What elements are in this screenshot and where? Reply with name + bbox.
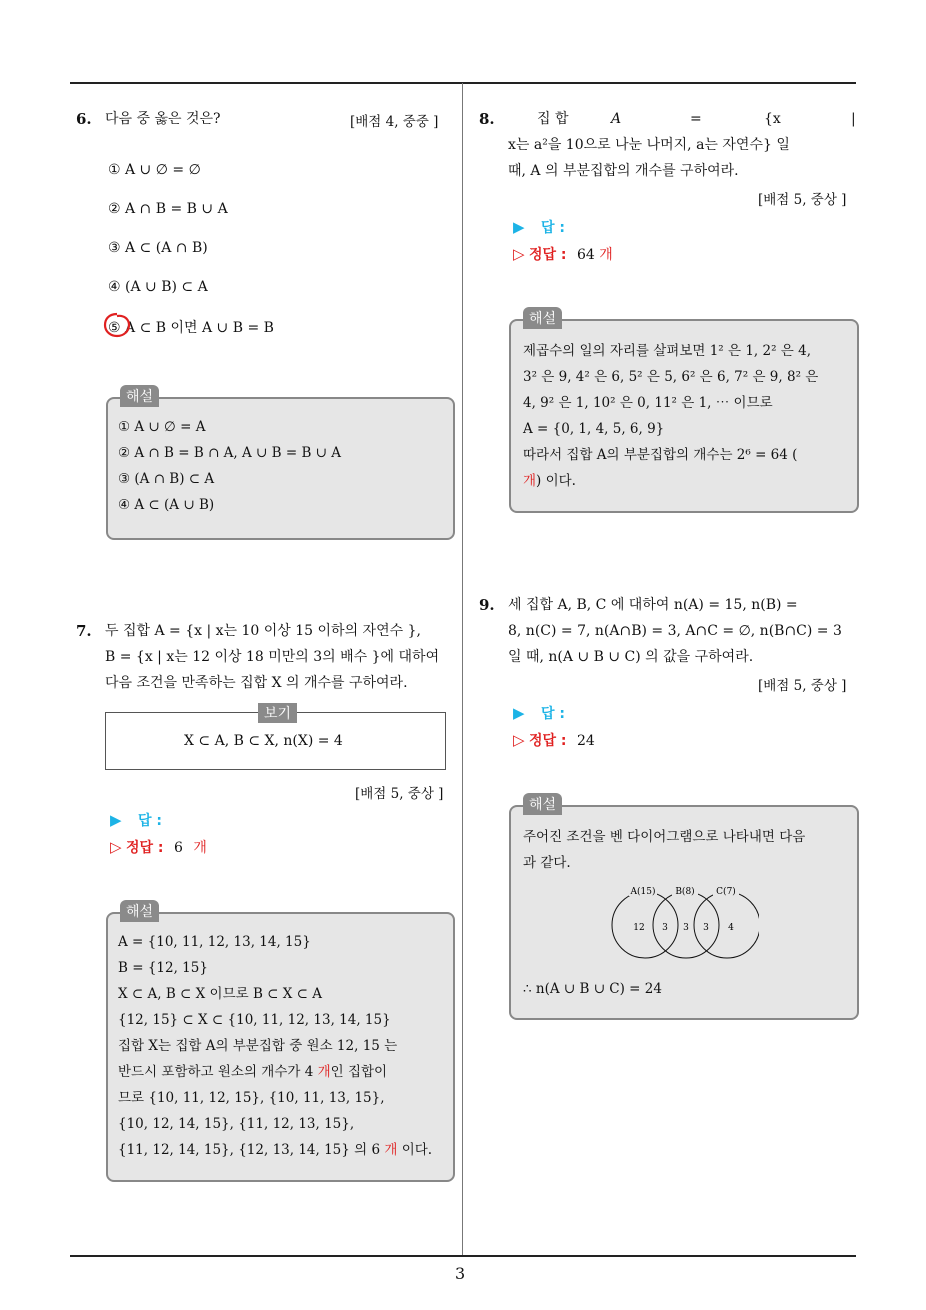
q8-solution-line: 따라서 집합 A의 부분집합의 개수는 2⁶ = 64 (	[523, 447, 798, 463]
q7-correct-label: 정답 :	[126, 840, 164, 856]
bottom-rule	[70, 1255, 856, 1257]
q7-solution-box	[106, 904, 455, 1182]
q7-solution-line: 집합 X는 집합 A의 부분집합 중 원소 12, 15 는	[118, 1038, 398, 1054]
venn-label-b: B(8)	[675, 887, 695, 897]
q7-correct-unit: 개	[193, 840, 207, 856]
q6-solution-line: ③ (A ∩ B) ⊂ A	[118, 471, 215, 487]
q6-number: 6.	[76, 110, 92, 128]
q8-answer-row	[513, 217, 565, 237]
q9-solution-line: 주어진 조건을 벤 다이어그램으로 나타내면 다음	[523, 829, 806, 845]
q6-choice-2[interactable]: ② A ∩ B = B ∪ A	[108, 201, 228, 217]
q8-line-3: 때, A 의 부분집합의 개수를 구하여라.	[508, 163, 739, 179]
q7-answer-label: 답 :	[138, 813, 162, 829]
venn-label-a: A(15)	[630, 887, 656, 897]
q7-number: 7.	[76, 622, 92, 640]
q7-line-1: 두 집합 A = {x | x는 10 이상 15 이하의 자연수 },	[105, 623, 421, 639]
q9-solution-tag: 해설	[523, 793, 562, 815]
q8-line1-word: A	[611, 111, 622, 127]
q9-line-3: 일 때, n(A ∪ B ∪ C) 의 값을 구하여라.	[508, 649, 754, 665]
q7-solution-line: A = {10, 11, 12, 13, 14, 15}	[118, 934, 311, 950]
q9-score: [배점 5, 중상 ]	[758, 678, 847, 694]
q8-solution-unit: 개	[523, 473, 537, 489]
q8-correct-value: 64	[576, 247, 595, 263]
q8-correct-unit: 개	[599, 247, 613, 263]
q7-solution-text: 이다.	[397, 1142, 433, 1158]
q8-correct-label: 정답 :	[529, 247, 567, 263]
q8-solution-line: A = {0, 1, 4, 5, 6, 9}	[523, 421, 665, 437]
q7-solution-unit: 개	[384, 1142, 398, 1158]
venn-region: 12	[633, 923, 645, 933]
q9-correct-label: 정답 :	[529, 733, 567, 749]
q6-text: 다음 중 옳은 것은?	[105, 111, 221, 127]
q6-solution-line: ② A ∩ B = B ∩ A, A ∪ B = B ∪ A	[118, 445, 342, 461]
column-divider	[462, 83, 463, 1255]
q6-choice-5-marker: ⑤	[108, 320, 121, 336]
q9-solution-box	[509, 797, 859, 1020]
q7-solution-line	[118, 1138, 432, 1164]
venn-diagram	[609, 883, 759, 961]
q7-score: [배점 5, 중상 ]	[355, 786, 444, 802]
q7-solution-line: B = {12, 15}	[118, 960, 208, 976]
q8-solution-line: 4, 9² 은 1, 10² 은 0, 11² 은 1, ⋯ 이므로	[523, 395, 773, 411]
q8-score: [배점 5, 중상 ]	[758, 192, 847, 208]
q7-solution-text: 인 집합이	[330, 1064, 388, 1080]
q7-solution-line: X ⊂ A, B ⊂ X 이므로 B ⊂ X ⊂ A	[118, 986, 323, 1002]
q9-answer-label: 답 :	[541, 706, 565, 722]
q7-correct-row	[110, 837, 207, 857]
venn-label-c: C(7)	[716, 887, 736, 897]
q8-solution-line: 3² 은 9, 4² 은 6, 5² 은 5, 6² 은 6, 7² 은 9, 8² 은	[523, 369, 819, 385]
triangle-outline-icon: ▷	[110, 838, 122, 856]
q8-solution-line	[523, 469, 576, 495]
play-icon: ▶	[513, 704, 525, 722]
triangle-outline-icon: ▷	[513, 731, 525, 749]
play-icon: ▶	[110, 811, 122, 829]
q9-number: 9.	[479, 596, 495, 614]
q7-solution-unit: 개	[317, 1064, 331, 1080]
venn-region: 3	[662, 923, 668, 933]
q6-choice-4[interactable]: ④ (A ∪ B) ⊂ A	[108, 279, 208, 295]
q7-solution-line: 므로 {10, 11, 12, 15}, {10, 11, 13, 15},	[118, 1090, 385, 1106]
q8-correct-row	[513, 244, 613, 264]
q9-correct-value: 24	[576, 733, 595, 749]
q8-line1-word: |	[851, 111, 856, 127]
q7-condition-tag: 보기	[258, 703, 297, 723]
q7-condition-content: X ⊂ A, B ⊂ X, n(X) = 4	[184, 733, 343, 749]
play-icon: ▶	[513, 218, 525, 236]
q8-number: 8.	[479, 110, 495, 128]
q7-solution-tag: 해설	[120, 900, 159, 922]
page-number: 3	[455, 1264, 466, 1283]
q6-solution-line: ④ A ⊂ (A ∪ B)	[118, 497, 215, 513]
q8-solution-text: ) 이다.	[536, 473, 576, 489]
q7-correct-value: 6	[173, 840, 183, 856]
venn-region: 3	[683, 923, 689, 933]
top-rule	[70, 82, 856, 84]
venn-region: 3	[703, 923, 709, 933]
correct-circle-mark	[102, 311, 132, 339]
q9-answer-row	[513, 703, 565, 723]
q7-solution-line: {10, 12, 14, 15}, {11, 12, 13, 15},	[118, 1116, 355, 1132]
q8-solution-line: 제곱수의 일의 자리를 살펴보면 1² 은 1, 2² 은 4,	[523, 343, 811, 359]
q9-line-1: 세 집합 A, B, C 에 대하여 n(A) = 15, n(B) =	[508, 597, 798, 613]
q6-choice-5[interactable]	[108, 317, 274, 337]
q7-line-3: 다음 조건을 만족하는 집합 X 의 개수를 구하여라.	[105, 675, 408, 691]
q7-condition-box	[105, 706, 446, 770]
q6-solution-line: ① A ∪ ∅ = A	[118, 419, 206, 435]
q7-solution-line: {12, 15} ⊂ X ⊂ {10, 11, 12, 13, 14, 15}	[118, 1012, 391, 1028]
q7-solution-line	[118, 1060, 387, 1086]
q8-line1-word: =	[690, 111, 702, 127]
q7-line-2: B = {x | x는 12 이상 18 미만의 3의 배수 }에 대하여	[105, 649, 440, 665]
q6-score: [배점 4, 중중 ]	[350, 114, 439, 130]
q8-line1-word: 집 합	[537, 111, 569, 127]
q9-solution-line: 과 같다.	[523, 855, 571, 871]
q8-line-2: x는 a²을 10으로 나눈 나머지, a는 자연수} 일	[508, 137, 790, 153]
q7-solution-text: {11, 12, 14, 15}, {12, 13, 14, 15} 의 6	[118, 1142, 385, 1158]
q7-answer-row	[110, 810, 162, 830]
q6-choice-3[interactable]: ③ A ⊂ (A ∩ B)	[108, 240, 208, 256]
venn-circle-a	[612, 892, 678, 958]
venn-region: 4	[728, 923, 734, 933]
triangle-outline-icon: ▷	[513, 245, 525, 263]
q9-line-2: 8, n(C) = 7, n(A∩B) = 3, A∩C = ∅, n(B∩C) = 3	[508, 623, 842, 639]
q9-correct-row	[513, 730, 595, 750]
q6-choice-1[interactable]: ① A ∪ ∅ = ∅	[108, 162, 201, 178]
q8-solution-box	[509, 311, 859, 513]
q8-solution-tag: 해설	[523, 307, 562, 329]
q6-solution-tag: 해설	[120, 385, 159, 407]
q8-answer-label: 답 :	[541, 220, 565, 236]
q7-solution-text: 반드시 포함하고 원소의 개수가 4	[118, 1064, 318, 1080]
q8-line1-word: {x	[764, 111, 781, 127]
q9-conclusion: ∴ n(A ∪ B ∪ C) = 24	[523, 981, 662, 997]
q6-solution-box	[106, 389, 455, 540]
q6-choice-5-text: A ⊂ B 이면 A ∪ B = B	[125, 320, 274, 336]
